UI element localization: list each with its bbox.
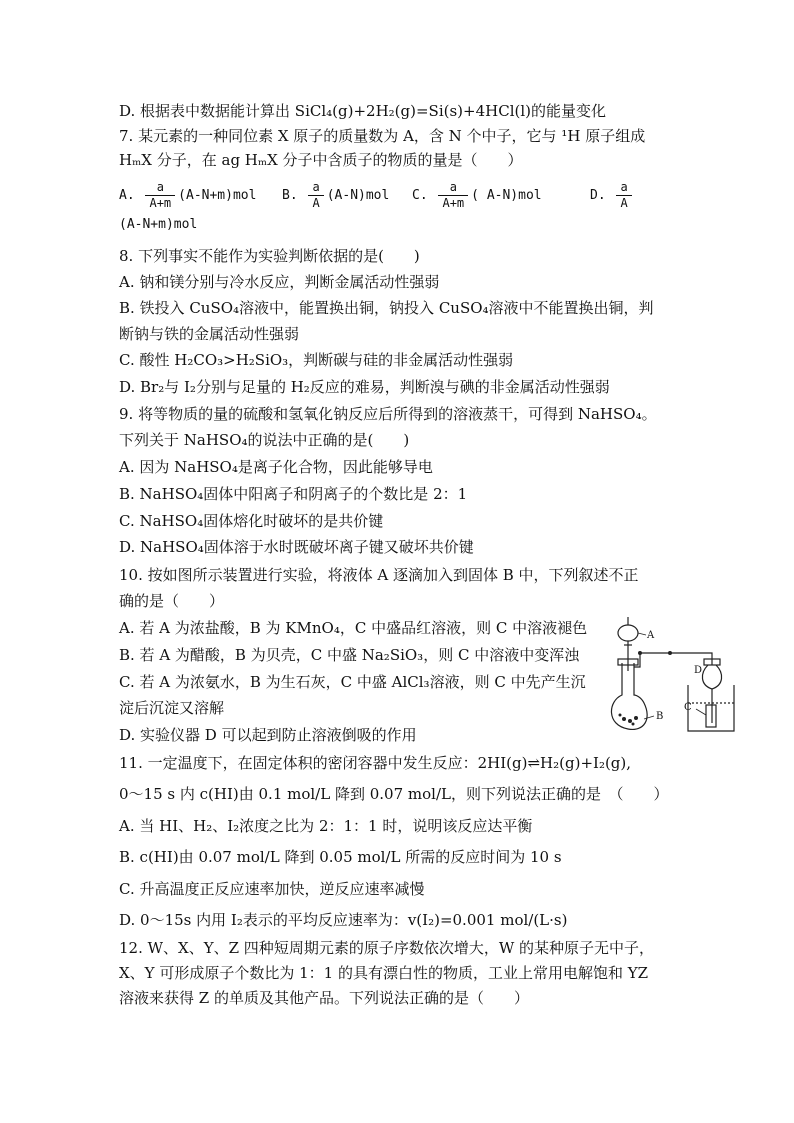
- q10-option-c-line2: 淀后沉淀又溶解: [119, 699, 225, 717]
- q10-option-b: B. 若 A 为醋酸，B 为贝壳，C 中盛 Na₂SiO₃，则 C 中溶液中变浑浊: [119, 646, 580, 664]
- q12-stem-line1: 12. W、X、Y、Z 四种短周期元素的原子序数依次增大，W 的某种原子无中子，: [119, 939, 655, 957]
- label-a: A: [647, 630, 655, 641]
- q11-option-c: C. 升高温度正反应速率加快，逆反应速率减慢: [119, 880, 425, 898]
- q6-option-d: D. 根据表中数据能计算出 SiCl₄(g)+2H₂(g)=Si(s)+4HCl(l)的能量变化: [119, 102, 606, 120]
- q9-option-a: A. 因为 NaHSO₄是离子化合物，因此能够导电: [119, 458, 433, 476]
- q7-option-b: B. $\frac{a}{A}$ (A-N)mol: [282, 180, 390, 210]
- q9-option-c: C. NaHSO₄固体熔化时破坏的是共价键: [119, 512, 384, 530]
- label-b: B: [656, 711, 664, 722]
- anti-suckback-bulb: [702, 665, 721, 689]
- experiment-apparatus-figure: [600, 615, 735, 735]
- q9-stem-line2: 下列关于 NaHSO₄的说法中正确的是( ): [119, 431, 410, 449]
- q11-option-d: D. 0～15s 内用 I₂表示的平均反应速率为：v(I₂)=0.001 mol/(L·s): [119, 911, 568, 929]
- q7-option-a: A. $\frac{a}{A+m}$ (A-N+m)mol: [119, 180, 257, 210]
- q7-option-d-tail: (A-N+m)mol: [119, 217, 198, 232]
- q10-option-d: D. 实验仪器 D 可以起到防止溶液倒吸的作用: [119, 726, 417, 744]
- q11-stem-line2: 0～15 s 内 c(HI)由 0.1 mol/L 降到 0.07 mol/L，则下列说法正确的是 （ ）: [119, 785, 669, 803]
- q8-option-d: D. Br₂与 I₂分别与足量的 H₂反应的难易，判断溴与碘的非金属活动性强弱: [119, 378, 610, 396]
- q9-option-b: B. NaHSO₄固体中阳离子和阴离子的个数比是 2：1: [119, 485, 468, 503]
- q8-option-b-line1: B. 铁投入 CuSO₄溶液中，能置换出铜，钠投入 CuSO₄溶液中不能置换出铜，判: [119, 299, 654, 317]
- beaker: [688, 685, 734, 731]
- q9-stem-line1: 9. 将等物质的量的硫酸和氢氧化钠反应后所得到的溶液蒸干，可得到 NaHSO₄。: [119, 405, 657, 423]
- fraction: $\frac{a}{A}$: [308, 180, 323, 211]
- q7-stem-line1: 7. 某元素的一种同位素 X 原子的质量数为 A，含 N 个中子，它与 ¹H 原子组成: [119, 127, 646, 145]
- q7-stem-line2: HₘX 分子，在 ag HₘX 分子中含质子的物质的量是（ ）: [119, 151, 523, 169]
- q8-option-c: C. 酸性 H₂CO₃>H₂SiO₃，判断碳与硅的非金属活动性强弱: [119, 351, 514, 369]
- q12-stem-line3: 溶液来获得 Z 的单质及其他产品。下列说法正确的是（ ）: [119, 989, 529, 1007]
- label-d: D: [694, 665, 703, 676]
- test-tube: [706, 705, 716, 727]
- q11-option-b: B. c(HI)由 0.07 mol/L 降到 0.05 mol/L 所需的反应时间为 10 s: [119, 848, 562, 866]
- fraction: $\frac{a}{A+m}$: [145, 180, 175, 211]
- q10-stem-line1: 10. 按如图所示装置进行实验，将液体 A 逐滴加入到固体 B 中，下列叙述不正: [119, 566, 639, 584]
- q8-option-b-line2: 断钠与铁的金属活动性强弱: [119, 325, 300, 343]
- dropping-funnel: [618, 625, 638, 641]
- q10-option-c-line1: C. 若 A 为浓氨水，B 为生石灰，C 中盛 AlCl₃溶液，则 C 中先产生沉: [119, 673, 586, 691]
- fraction: $\frac{a}{A}$: [616, 180, 631, 211]
- q10-option-a: A. 若 A 为浓盐酸，B 为 KMnO₄，C 中盛品红溶液，则 C 中溶液褪色: [119, 619, 588, 637]
- q7-option-c: C. $\frac{a}{A+m}$ ( A-N)mol: [412, 180, 542, 210]
- q12-stem-line2: X、Y 可形成原子个数比为 1：1 的具有漂白性的物质，工业上常用电解饱和 YZ: [119, 964, 649, 982]
- label-c: C: [684, 702, 692, 713]
- q7-option-d: D. $\frac{a}{A}$: [590, 180, 635, 211]
- q8-stem: 8. 下列事实不能作为实验判断依据的是( ): [119, 247, 420, 265]
- q11-option-a: A. 当 HI、H₂、I₂浓度之比为 2：1：1 时，说明该反应达平衡: [119, 817, 533, 835]
- q8-option-a: A. 钠和镁分别与冷水反应，判断金属活动性强弱: [119, 273, 440, 291]
- fraction: $\frac{a}{A+m}$: [438, 180, 468, 211]
- q9-option-d: D. NaHSO₄固体溶于水时既破坏离子键又破坏共价键: [119, 538, 474, 556]
- q11-stem-line1: 11. 一定温度下，在固定体积的密闭容器中发生反应：2HI(g)⇌H₂(g)+I₂(g),: [119, 754, 632, 772]
- q10-stem-line2: 确的是（ ）: [119, 592, 225, 610]
